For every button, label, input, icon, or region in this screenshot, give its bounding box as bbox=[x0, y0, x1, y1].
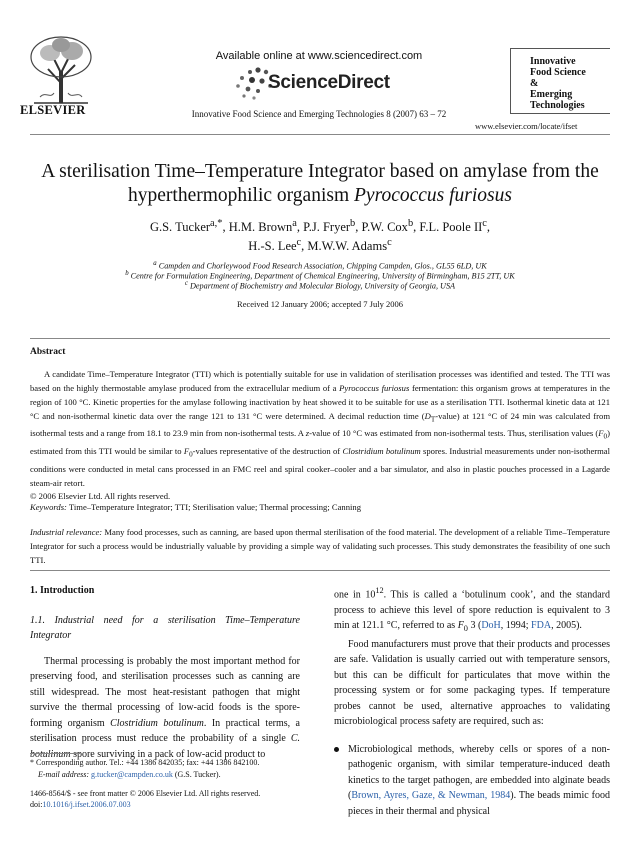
affiliation-text: Department of Biochemistry and Molecular Biology, University of Georgia, USA bbox=[190, 281, 456, 291]
footnote-email-line bbox=[30, 769, 310, 781]
abstract-symbol: F bbox=[598, 428, 604, 439]
author-affil: a,* bbox=[210, 218, 223, 229]
abstract-body bbox=[30, 368, 610, 504]
received-dates: Received 12 January 2006; accepted 7 July 2006 bbox=[237, 299, 403, 309]
abstract-text: -value) at 121 °C of 24 min was calculated from isothermal tests and a range from 18.1 to 23.9 min from non-isothermal tests. A bbox=[30, 410, 610, 439]
abstract-copyright: © 2006 Elsevier Ltd. All rights reserved. bbox=[30, 491, 171, 502]
body-text: , 2005). bbox=[551, 620, 582, 632]
author: H.M. Brown bbox=[228, 220, 293, 235]
footnote-text: Corresponding author. Tel.: +44 1386 842035; fax: +44 1386 842100. bbox=[36, 758, 260, 767]
available-online-text: Available online at www.sciencedirect.com bbox=[215, 50, 423, 62]
author-line-1: G.S. Tucker$^{a,*}$, H.M. Brown$^a$, P.J. Fryer$^b$, P.W. Cox$^b$, F.L. Poole $II^c$, bbox=[149, 218, 491, 235]
body-text: . This is called a ‘botulinum cook’, and the standard process to achieve this level of spore reduction is equivalent to 3 min at 121.1 °C, referred to as bbox=[334, 589, 611, 632]
body-text: 3 ( bbox=[467, 620, 482, 632]
relevance-text: Many food processes, such as canning, are based upon thermal sterilisation of the food material. The development of a reliable Time–Temperature Integrator for such a process would be industrially valuable by providing a simple way of validating such processes. This study demonstrates the feasibility of one such TTI. bbox=[30, 527, 610, 565]
affiliation-text: Centre for Formulation Engineering, Department of Chemical Engineering, University of Birmingham, B15 2TT, UK bbox=[130, 271, 515, 281]
author: P.W. Cox bbox=[361, 220, 408, 235]
journal-box-line: Food Science bbox=[530, 67, 586, 78]
body-rule bbox=[30, 570, 610, 571]
journal-box-line: & bbox=[530, 78, 539, 89]
author: F.L. Poole II bbox=[419, 220, 483, 235]
title-organism: Pyrococcus furiosus bbox=[354, 185, 512, 206]
abstract-text: spores. Industrial measurements under non-isothermal conditions were conducted in metal cans processed in an FMC reel and spiral cooker–cooler and a bar simulator, and also in plastic pouches processed in a Lagarde steam-air retort. bbox=[30, 445, 611, 488]
author: H.-S. Lee bbox=[248, 239, 297, 254]
abstract-subscript: 0 bbox=[603, 433, 608, 442]
abstract-organism: Pyrococcus furiosus bbox=[339, 382, 410, 393]
relevance-label: Industrial relevance: bbox=[30, 527, 103, 537]
issn-line: 1466-8564/$ - see front matter © 2006 Elsevier Ltd. All rights reserved. bbox=[30, 789, 261, 798]
title-text: hyperthermophilic organism bbox=[128, 185, 355, 206]
right-column bbox=[334, 583, 610, 819]
corresponding-author-note bbox=[30, 757, 310, 781]
abstract-symbol: F bbox=[183, 445, 190, 456]
subscript: 0 bbox=[463, 624, 468, 634]
author-affil: a bbox=[292, 218, 297, 229]
abstract-text: A candidate Time–Temperature Integrator (TTI) which is potentially suitable for use in validation of sterilisation processes was identified and tested. The TTI was based on the highly thermostable amylase produced from the extracellular medium of a bbox=[30, 369, 610, 393]
abstract-symbol: D bbox=[424, 410, 431, 421]
abstract-text: -values representative of the destruction of bbox=[192, 445, 343, 456]
author: G.S. Tucker bbox=[149, 220, 211, 235]
journal-box-line: Emerging bbox=[530, 89, 573, 100]
bullet-item bbox=[334, 742, 610, 820]
intro-text: spore surviving in a pack of low-acid product to bbox=[70, 748, 266, 760]
left-column bbox=[30, 583, 300, 762]
journal-url[interactable]: www.elsevier.com/locate/ifset bbox=[475, 121, 578, 131]
body-paragraph: Food manufacturers must prove that their products and processes are safe. Validation is usually carried out with temperature sensors, but this can be difficult for particulates that move within the processing system or for some packaging types. If temperature probes cannot be used, alternative approaches to validating microbiological process safety are required, such as: bbox=[334, 638, 610, 728]
author-line-2: H.-S. Lee$^c$, M.W.W. Adams$^c$ bbox=[248, 237, 392, 254]
doi-label: doi: bbox=[30, 800, 43, 809]
author: P.J. Fryer bbox=[303, 220, 351, 235]
citation-link[interactable]: Brown, Ayres, Gaze, & Newman, 1984 bbox=[351, 790, 511, 802]
journal-box-line: Technologies bbox=[530, 100, 585, 111]
intro-paragraph bbox=[30, 654, 300, 763]
affiliation bbox=[30, 280, 610, 291]
abstract-text: ) estimated from this TTI would be similar to bbox=[30, 428, 610, 456]
paper-title bbox=[30, 160, 610, 208]
header-rule bbox=[30, 134, 610, 135]
affiliation-mark: b bbox=[125, 270, 129, 277]
citation-link[interactable]: DoH bbox=[481, 620, 501, 632]
doi-line bbox=[30, 799, 330, 810]
author-list bbox=[30, 216, 610, 254]
doi-link[interactable]: 10.1016/j.ifset.2006.07.003 bbox=[42, 800, 131, 809]
citation-link[interactable]: FDA bbox=[531, 620, 552, 632]
affiliation-mark: c bbox=[184, 280, 188, 287]
publisher-name: ELSEVIER bbox=[20, 103, 86, 117]
front-matter-info bbox=[30, 788, 330, 810]
body-text: one in 10 bbox=[334, 589, 376, 601]
intro-organism: C. botulinum bbox=[30, 733, 300, 760]
bullet-text: Microbiological methods, whereby cells or spores of a non-pathogenic organism, with similar temperature-induced death kinetics to the target pathogen, are embedded into alginate beads ( bbox=[348, 743, 610, 802]
author: M.W.W. Adams bbox=[307, 239, 388, 254]
footnote-mark: * bbox=[30, 758, 34, 767]
footnote-rule bbox=[30, 753, 80, 754]
journal-box-line: Innovative bbox=[530, 56, 576, 67]
exponent: 12 bbox=[375, 586, 384, 595]
bullet-text: ). The beads mimic food pieces in their thermal and physical bbox=[348, 790, 610, 817]
industrial-relevance bbox=[30, 526, 610, 568]
intro-text: Thermal processing is probably the most important method for preserving food, and sterilisation processes such as canning are still widespread. The most heat-resistant pathogen that might survive the thermal processing of low-acid foods is the spore-forming organism bbox=[30, 655, 300, 729]
abstract-organism: Clostridium botulinum bbox=[342, 445, 421, 456]
keywords-text: Time–Temperature Integrator; TTI; Sterilisation value; Thermal processing; Canning bbox=[68, 502, 361, 512]
symbol: F bbox=[457, 620, 464, 632]
affiliation-text: Campden and Chorleywood Food Research Association, Chipping Campden, Glos., GL55 6LD, UK bbox=[158, 261, 487, 271]
keywords bbox=[30, 501, 610, 515]
abstract-rule bbox=[30, 338, 610, 339]
sciencedirect-wordmark: ScienceDirect bbox=[268, 72, 390, 93]
abstract-subscript: 0 bbox=[189, 450, 193, 459]
email-label: E-mail address: bbox=[38, 770, 90, 779]
author-affil: c bbox=[296, 237, 302, 249]
author-affil: b bbox=[407, 218, 414, 229]
title-line-2 bbox=[30, 184, 610, 208]
subsection-heading: 1.1. Industrial need for a sterilisation Time–Temperature Integrator bbox=[30, 614, 300, 641]
intro-text: . In practical terms, a sterilisation process must reduce the probability of a single bbox=[30, 717, 300, 744]
journal-box-title bbox=[530, 56, 586, 111]
journal-citation: Innovative Food Science and Emerging Technologies 8 (2007) 63 – 72 bbox=[191, 109, 447, 119]
email-link[interactable]: g.tucker@campden.co.uk bbox=[91, 770, 173, 779]
footnote-text: (G.S. Tucker). bbox=[174, 770, 221, 779]
abstract-text: fermentation: this organism grows at temperatures in the region of 100 °C. Kinetic properties for the amylase following inactivation by heat showed it to be suitable for use as a sterilisation TTI. Isothermal kinetic data at 121 °C and non-isothermal kinetic data over the range 121 to 131 °C were determined. A decimal reduction time ( bbox=[30, 382, 610, 421]
bullet-icon bbox=[334, 747, 339, 752]
abstract-subscript: T bbox=[430, 415, 436, 424]
body-text: , 1994; bbox=[500, 620, 532, 632]
intro-organism: Clostridium botulinum bbox=[110, 717, 204, 729]
affiliation-mark: a bbox=[153, 260, 157, 267]
footnote-line bbox=[30, 757, 310, 769]
abstract-symbol: z bbox=[305, 428, 310, 439]
abstract-heading: Abstract bbox=[30, 347, 66, 357]
title-line-1: A sterilisation Time–Temperature Integrator based on amylase from the bbox=[41, 161, 599, 182]
abstract-text: -value of 10 °C was estimated from non-isothermal tests. Thus, sterilisation values ( bbox=[309, 428, 599, 439]
author-affil: c bbox=[387, 237, 392, 249]
author-affil: b bbox=[350, 218, 356, 229]
continued-paragraph bbox=[334, 583, 610, 637]
section-heading: 1. Introduction bbox=[30, 585, 95, 596]
author-affil: c bbox=[482, 218, 487, 229]
keywords-label: Keywords: bbox=[30, 502, 67, 512]
